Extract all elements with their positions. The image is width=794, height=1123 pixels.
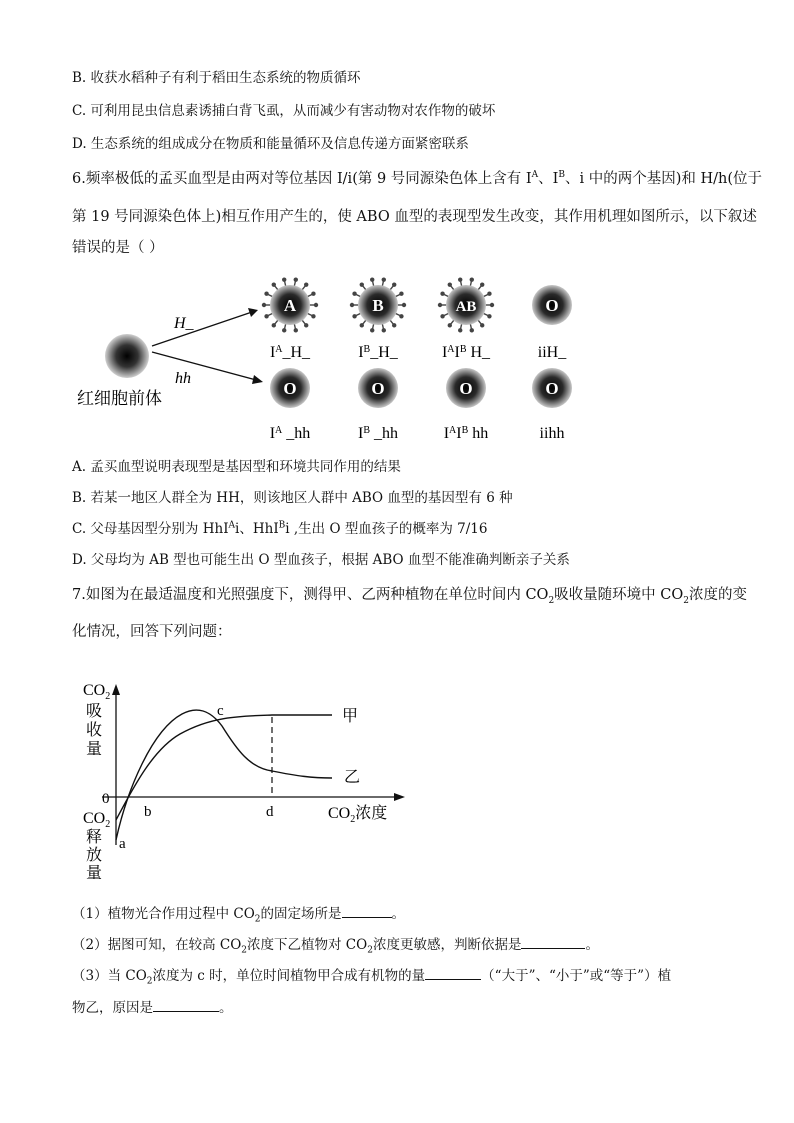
ylabel-top-co2: $CO_2$	[83, 682, 111, 702]
q5-option-c: C. 可利用昆虫信息素诱捕白背飞虱，从而减少有害动物对农作物的破坏	[72, 103, 496, 119]
q6-stem-line1: 6.频率极低的孟买血型是由两对等位基因 I/i(第 9 号同源染色体上含有 $I^A$、$I^B$、i 中的两个基因)和 H/h(位于	[72, 170, 763, 187]
rbc-cell-bottom-1	[270, 368, 311, 442]
origin-label: 0	[102, 791, 110, 807]
arrow-label-hh: hh	[175, 370, 191, 387]
antigen-label: AB	[455, 299, 477, 315]
q7-sub3-line1: （3）当 $CO_2$浓度为 c 时，单位时间植物甲合成有机物的量 （“大于”、“小于”或“等于”）植	[72, 968, 672, 987]
ylabel-bottom-shi: 释	[86, 827, 103, 846]
point-label-b: b	[144, 804, 152, 820]
q5-option-b: B. 收获水稻种子有利于稻田生态系统的物质循环	[72, 70, 361, 86]
xlabel: $CO_2$浓度	[328, 803, 388, 825]
antigen-label: O	[371, 379, 385, 398]
answer-blank-1[interactable]	[342, 905, 392, 918]
precursor-cell	[105, 334, 149, 378]
genotype-label: iihh	[539, 425, 565, 442]
ylabel-top-liang: 量	[86, 739, 103, 758]
genotype-label: iiH_	[537, 344, 567, 361]
genotype-label: $I^A$ _hh	[269, 424, 311, 442]
co2-uptake-chart	[72, 670, 422, 885]
q5-option-d: D. 生态系统的组成成分在物质和能量循环及信息传递方面紧密联系	[72, 136, 469, 152]
answer-blank-2[interactable]	[521, 936, 585, 949]
rbc-cell-top-2	[350, 277, 406, 361]
antigen-label: O	[459, 379, 473, 398]
antigen-label: A	[283, 296, 297, 315]
ylabel-top-xi: 吸	[86, 701, 103, 720]
q7-sub3-line2: 物乙，原因是 。	[72, 1000, 233, 1016]
arrow-label-h: H_	[174, 315, 194, 332]
precursor-label: 红细胞前体	[77, 389, 162, 409]
antigen-label: B	[372, 296, 384, 315]
genotype-label: $I^AI^B$ hh	[443, 424, 489, 442]
antigen-label: O	[545, 379, 559, 398]
q7-sub2: （2）据图可知，在较高 $CO_2$浓度下乙植物对 $CO_2$浓度更敏感，判断依据是 。	[72, 937, 599, 956]
point-label-d: d	[266, 804, 274, 820]
genotype-label: $I^A\_H\_$	[269, 343, 311, 361]
q6-option-c: C. 父母基因型分别为 HhI$^A$i、HhI$^B$i ,生出 O 型血孩子的概率为 7/16	[72, 520, 488, 537]
ylabel-bottom-liang: 量	[86, 863, 103, 882]
ylabel-bottom-fang: 放	[86, 845, 103, 864]
series-yi-curve	[116, 710, 332, 840]
antigen-label: O	[283, 379, 297, 398]
answer-blank-3[interactable]	[425, 967, 481, 980]
rbc-cell-bottom-3	[444, 368, 489, 442]
q6-option-a: A. 孟买血型说明表现型是基因型和环境共同作用的结果	[72, 459, 401, 475]
point-label-a: a	[119, 836, 126, 852]
rbc-cell-bottom-4	[532, 368, 572, 442]
rbc-cell-top-3	[438, 277, 494, 361]
q6-option-b: B. 若某一地区人群全为 HH，则该地区人群中 ABO 血型的基因型有 6 种	[72, 490, 513, 506]
rbc-cell-bottom-2	[358, 368, 398, 442]
series-label-jia: 甲	[342, 706, 359, 725]
genotype-label: $I^AI^B$ H_	[441, 343, 491, 361]
rbc-cell-top-4	[532, 285, 572, 361]
rbc-cell-top-1	[262, 277, 318, 361]
genotype-label: $I^B$ _hh	[358, 424, 398, 442]
q7-stem-line1: 7.如图为在最适温度和光照强度下，测得甲、乙两种植物在单位时间内 $CO_2$吸收量随环境中 $CO_2$浓度的变	[72, 587, 747, 606]
q7-sub1: （1）植物光合作用过程中 $CO_2$的固定场所是 。	[72, 906, 406, 925]
point-label-c: c	[217, 703, 224, 719]
ylabel-top-shou: 收	[86, 720, 103, 739]
antigen-label: O	[545, 296, 559, 315]
answer-blank-4[interactable]	[153, 999, 219, 1012]
q7-stem-line2: 化情况，回答下列问题：	[72, 624, 232, 640]
q6-stem-line3: 错误的是（ ）	[72, 240, 164, 256]
ylabel-bottom-co2: $CO_2$	[83, 810, 111, 830]
q6-option-d: D. 父母均为 AB 型也可能生出 O 型血孩子，根据 ABO 血型不能准确判断亲子关系	[72, 552, 570, 568]
genotype-label: $I^B\_H\_$	[358, 343, 398, 361]
blood-type-diagram	[60, 270, 620, 450]
q6-stem-line2: 第 19 号同源染色体上)相互作用产生的，使 ABO 血型的表现型发生改变，其作用机理如图所示，以下叙述	[72, 209, 757, 225]
series-label-yi: 乙	[344, 767, 361, 786]
